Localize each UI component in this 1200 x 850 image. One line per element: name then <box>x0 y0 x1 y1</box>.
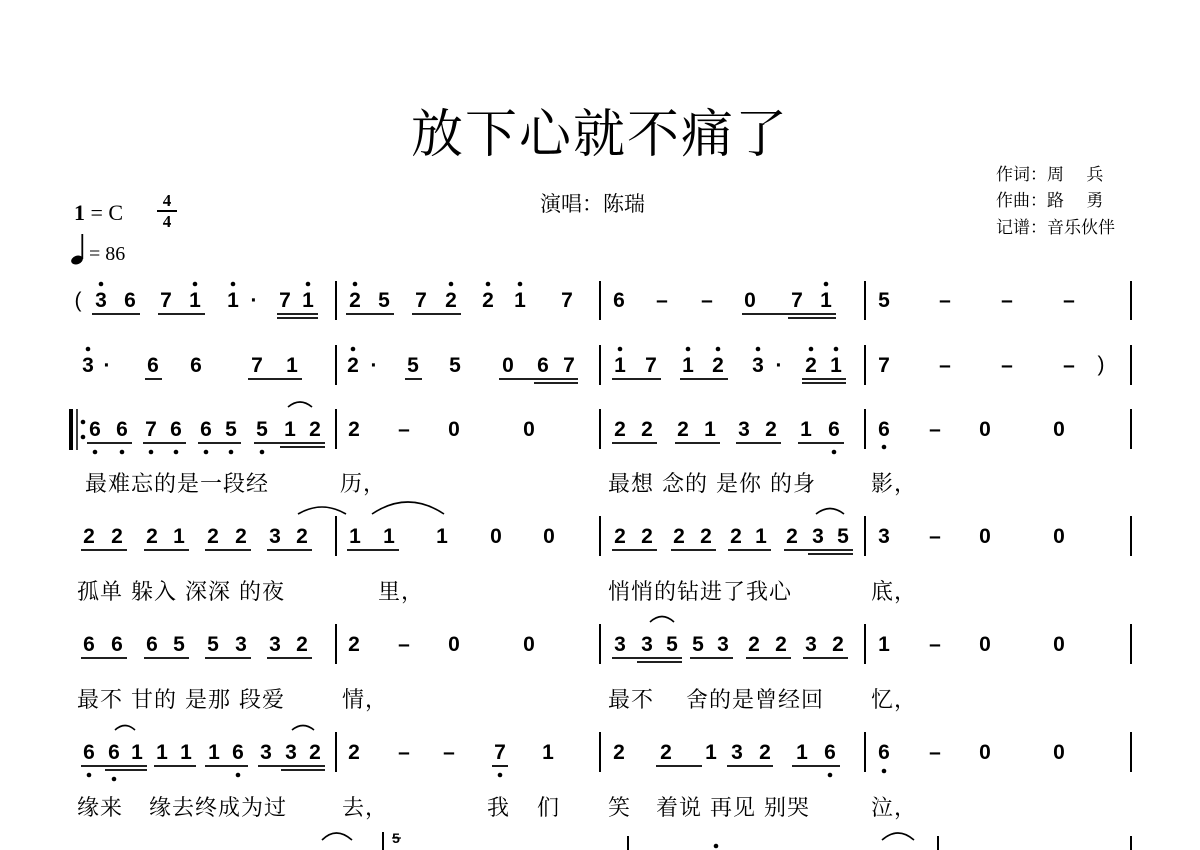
note: 3 <box>738 418 750 441</box>
note: 7 <box>791 289 803 312</box>
dash: – <box>939 354 951 377</box>
lyricist-credit: 作词：周 兵 <box>996 165 1104 185</box>
note: 2 <box>309 418 321 441</box>
note: 6 <box>232 741 244 764</box>
open-parenthesis: ( <box>74 289 82 312</box>
note: 3 <box>641 633 653 656</box>
note: 7 <box>494 741 506 764</box>
note: 6 <box>200 418 212 441</box>
dot: · <box>250 289 258 312</box>
rest: 0 <box>979 418 991 441</box>
note: 5 <box>449 354 461 377</box>
note: 5 <box>173 633 185 656</box>
dash: – <box>929 633 941 656</box>
note: 1 <box>156 741 168 764</box>
note: 1 <box>284 418 296 441</box>
note: 1 <box>383 525 395 548</box>
note: 5 <box>407 354 419 377</box>
note: 1 <box>131 741 143 764</box>
lyric-line: 最不 甘的 是那 段爱 <box>77 688 285 713</box>
note: 6 <box>83 633 95 656</box>
lyric-line: 悄悄的钻进了我心 <box>608 580 793 605</box>
note: 2 <box>296 633 308 656</box>
note: 3 <box>260 741 272 764</box>
dash: – <box>939 289 951 312</box>
dash: – <box>1063 289 1075 312</box>
note: 3 <box>95 289 107 312</box>
dot: · <box>370 354 378 377</box>
lyric-line: 缘去终成为过 <box>149 796 288 821</box>
note: 6 <box>824 741 836 764</box>
note: 1 <box>286 354 298 377</box>
note: 1 <box>189 289 201 312</box>
rest: 0 <box>448 633 460 656</box>
note: 3 <box>235 633 247 656</box>
note: 3 <box>805 633 817 656</box>
close-parenthesis: ) <box>1097 353 1105 376</box>
note: 6 <box>116 418 128 441</box>
note: 1 <box>514 289 526 312</box>
transcriber-credit: 记谱：音乐伙伴 <box>996 218 1115 238</box>
note: 1 <box>542 741 554 764</box>
note: 2 <box>348 418 360 441</box>
time-signature: 4 4 <box>157 192 177 230</box>
note: 2 <box>730 525 742 548</box>
dash: – <box>1001 289 1013 312</box>
note: 2 <box>296 525 308 548</box>
lyric-line: 笑 <box>608 796 632 821</box>
rest: 0 <box>1053 418 1065 441</box>
dot: · <box>103 354 111 377</box>
dash: – <box>656 289 668 312</box>
note: 6 <box>170 418 182 441</box>
lyric-line: 孤单 躲入 深深 的夜 <box>77 580 285 605</box>
lyric-line: 影， <box>871 472 918 497</box>
note: 1 <box>208 741 220 764</box>
note: 3 <box>269 525 281 548</box>
note: 1 <box>173 525 185 548</box>
note: 2 <box>832 633 844 656</box>
note: 1 <box>302 289 314 312</box>
lyric-line: 着说 再见 别哭 <box>656 796 810 821</box>
note: 1 <box>436 525 448 548</box>
note: 7 <box>645 354 657 377</box>
note: 1 <box>755 525 767 548</box>
rest: 0 <box>979 633 991 656</box>
note: 5 <box>225 418 237 441</box>
note: 3 <box>812 525 824 548</box>
dot: · <box>775 354 783 377</box>
note: 3 <box>752 354 764 377</box>
note: 7 <box>251 354 263 377</box>
quarter-note-icon <box>70 232 84 266</box>
note: 1 <box>614 354 626 377</box>
note: 3 <box>878 525 890 548</box>
lyric-line: 泣， <box>871 796 918 821</box>
dash: – <box>701 289 713 312</box>
note: 5 <box>378 289 390 312</box>
note: 6 <box>124 289 136 312</box>
note: 7 <box>160 289 172 312</box>
note: 2 <box>775 633 787 656</box>
note: 2 <box>613 741 625 764</box>
note: 3 <box>269 633 281 656</box>
note: 1 <box>796 741 808 764</box>
note: 5 <box>666 633 678 656</box>
song-title: 放下心就不痛了 <box>410 105 789 165</box>
note: 6 <box>190 354 202 377</box>
rest: 0 <box>490 525 502 548</box>
dash: – <box>929 741 941 764</box>
note: 2 <box>677 418 689 441</box>
note: 1 <box>349 525 361 548</box>
note: 1 <box>878 633 890 656</box>
lyric-line: 最难忘的是一段经 <box>85 472 270 497</box>
lyric-line: 我 <box>487 796 511 821</box>
note: 2 <box>309 741 321 764</box>
rest: 0 <box>502 354 514 377</box>
note: 2 <box>207 525 219 548</box>
partial-row-note: 5 <box>392 830 400 846</box>
note: 2 <box>235 525 247 548</box>
note: 2 <box>759 741 771 764</box>
rest: 0 <box>1053 633 1065 656</box>
note: 2 <box>765 418 777 441</box>
dash: – <box>398 418 410 441</box>
note: 2 <box>641 525 653 548</box>
dash: – <box>443 741 455 764</box>
note: 6 <box>878 741 890 764</box>
note: 2 <box>614 525 626 548</box>
lyric-line: 缘来 <box>77 796 124 821</box>
rest: 0 <box>1053 741 1065 764</box>
lyric-line: 舍的是曾经回 <box>686 688 825 713</box>
tempo-marking: = 86 <box>70 232 125 266</box>
note: 3 <box>614 633 626 656</box>
note: 2 <box>712 354 724 377</box>
dash: – <box>929 418 941 441</box>
note: 2 <box>347 354 359 377</box>
note: 7 <box>878 354 890 377</box>
note: 1 <box>820 289 832 312</box>
note: 7 <box>145 418 157 441</box>
note: 3 <box>731 741 743 764</box>
dash: – <box>1001 354 1013 377</box>
note: 6 <box>828 418 840 441</box>
note: 6 <box>111 633 123 656</box>
singer-credit: 演唱：陈瑞 <box>540 192 645 216</box>
note: 2 <box>641 418 653 441</box>
note: 1 <box>800 418 812 441</box>
note: 1 <box>227 289 239 312</box>
note: 2 <box>445 289 457 312</box>
note: 2 <box>660 741 672 764</box>
composer-credit: 作曲：路 勇 <box>996 191 1104 211</box>
note: 5 <box>207 633 219 656</box>
note: 1 <box>682 354 694 377</box>
note: 6 <box>878 418 890 441</box>
note: 1 <box>704 418 716 441</box>
lyric-line: 们 <box>537 796 561 821</box>
note: 6 <box>89 418 101 441</box>
lyric-line: 里， <box>378 580 425 605</box>
note: 6 <box>147 354 159 377</box>
note: 3 <box>82 354 94 377</box>
dash: – <box>398 741 410 764</box>
note: 5 <box>692 633 704 656</box>
note: 7 <box>563 354 575 377</box>
rest: 0 <box>523 418 535 441</box>
note: 5 <box>256 418 268 441</box>
note: 1 <box>705 741 717 764</box>
note: 5 <box>837 525 849 548</box>
lyric-line: 忆， <box>871 688 918 713</box>
note: 6 <box>146 633 158 656</box>
rest: 0 <box>448 418 460 441</box>
note: 2 <box>348 633 360 656</box>
lyric-line: 最不 <box>608 688 655 713</box>
note: 1 <box>180 741 192 764</box>
rest: 0 <box>523 633 535 656</box>
note: 1 <box>830 354 842 377</box>
lyric-line: 底， <box>871 580 918 605</box>
note: 7 <box>279 289 291 312</box>
note: 2 <box>614 418 626 441</box>
note: 6 <box>537 354 549 377</box>
note: 2 <box>700 525 712 548</box>
note: 2 <box>348 741 360 764</box>
rest: 0 <box>1053 525 1065 548</box>
lyric-line: 情， <box>342 688 389 713</box>
dash: – <box>1063 354 1075 377</box>
rest: 0 <box>979 741 991 764</box>
note: 2 <box>748 633 760 656</box>
lyric-line: 去， <box>342 796 389 821</box>
note: 6 <box>613 289 625 312</box>
dash: – <box>929 525 941 548</box>
rest: 0 <box>979 525 991 548</box>
lyric-line: 历， <box>340 472 387 497</box>
lyric-line: 最想 念的 是你 的身 <box>608 472 816 497</box>
note: 2 <box>111 525 123 548</box>
note: 7 <box>561 289 573 312</box>
note: 3 <box>717 633 729 656</box>
note: 2 <box>673 525 685 548</box>
note: 2 <box>786 525 798 548</box>
rest: 0 <box>744 289 756 312</box>
note: 3 <box>285 741 297 764</box>
dash: – <box>398 633 410 656</box>
note: 2 <box>349 289 361 312</box>
note: 2 <box>805 354 817 377</box>
note: 2 <box>83 525 95 548</box>
rest: 0 <box>543 525 555 548</box>
note: 2 <box>482 289 494 312</box>
note: 7 <box>415 289 427 312</box>
key-signature: 1 = C <box>74 200 124 225</box>
repeat-sign <box>69 409 85 450</box>
note: 2 <box>146 525 158 548</box>
note: 6 <box>83 741 95 764</box>
note: 6 <box>108 741 120 764</box>
note: 5 <box>878 289 890 312</box>
